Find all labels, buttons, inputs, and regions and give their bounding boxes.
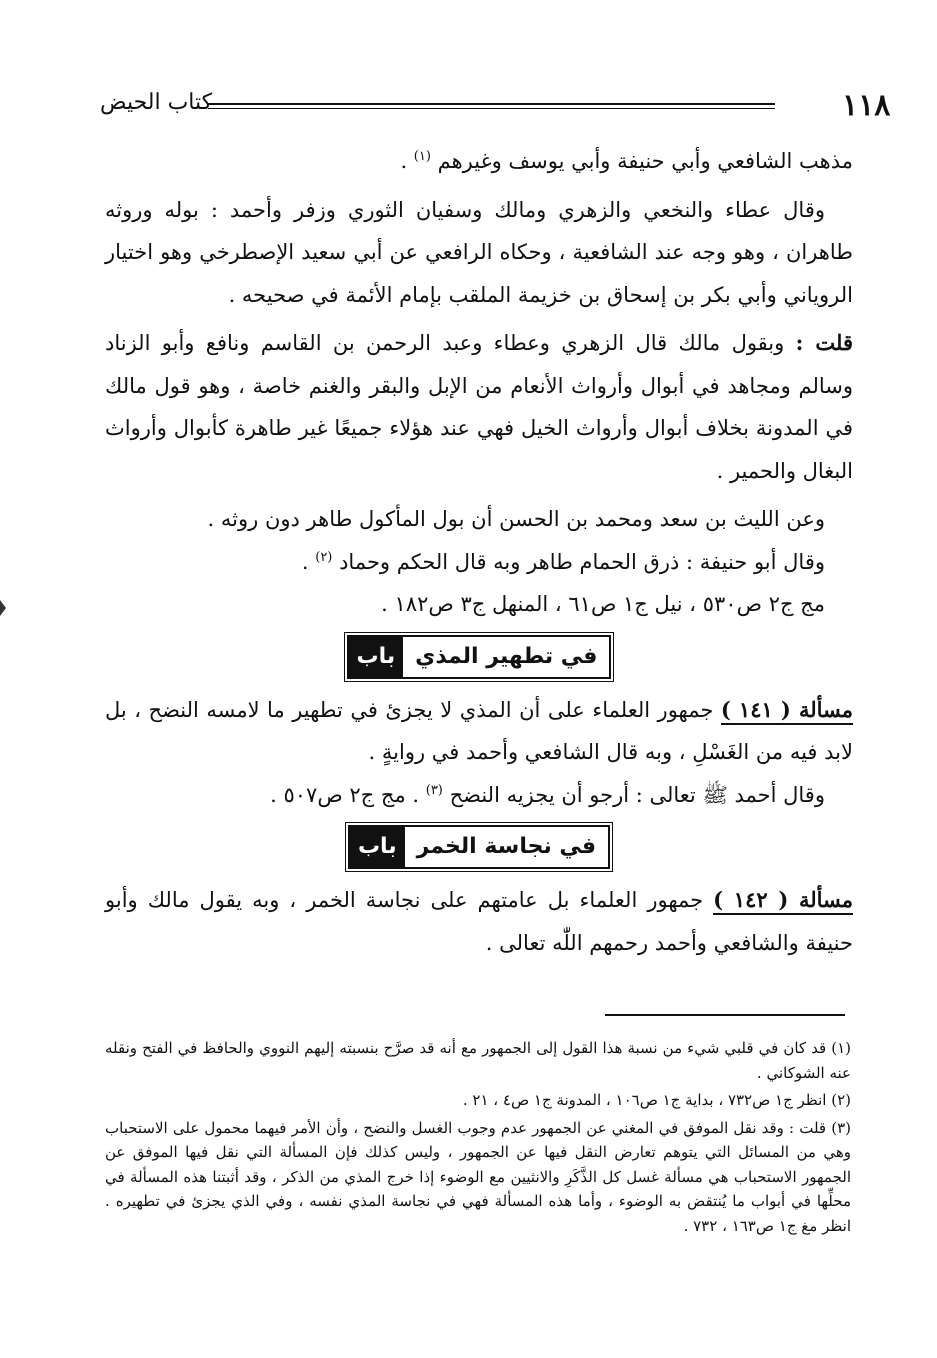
issue-paragraph xyxy=(105,879,853,964)
main-text xyxy=(105,140,853,964)
chapter-title: في نجاسة الخمر xyxy=(416,834,597,859)
paragraph-text: جمهور العلماء على أن المذي لا يجزئ في تطهير ما لامسه النضح ، بل لابد فيه من الغَسْلِ ، وبه قال الشافعي وأحمد في روايةٍ . xyxy=(105,697,853,764)
footnote-separator xyxy=(605,1014,845,1016)
footnote: (٣) قلت : وقد نقل الموفق في المغني عن الجمهور عدم وجوب الغسل والنضح ، وأن الأمر فيهما محمول على الاستحباب وهي من المسائل التي يتوهم تعارض النقل فيها عن الجمهور ، وليس كذلك فإن المسألة التي نقل فيها الموفق عن الجمهور الاستحباب هي مسألة غسل كل الذَّكَرِ والانثيين مع الوضوء إذا خرج المذي من الذكر ، وقد أثبتنا هذه المسألة في محلِّها في أبواب ما يُنتقض به الوضوء ، وأما هذه المسألة فهي في نجاسة المذي نفسه ، وفي الذي يجزئ في تطهيره . انظر مغ ج١ ص١٦٣ ، ٧٣٢ . xyxy=(105,1118,851,1235)
qultu-label: قلت : xyxy=(795,330,853,355)
book-title: كتاب الحيض xyxy=(100,90,213,115)
paragraph: وقال عطاء والنخعي والزهري ومالك وسفيان الثوري وزفر وأحمد : بوله وروثه طاهران ، وهو وجه عند الشافعية ، وحكاه الرافعي عن أبي سعيد الإصطرخي وهو اختيار الروياني وأبي بكر بن إسحاق بن خزيمة الملقب بإمام الأئمة في صحيحه . xyxy=(105,197,853,307)
paragraph xyxy=(105,322,853,492)
paragraph: وعن الليث بن سعد ومحمد بن الحسن أن بول المأكول طاهر دون روثه . xyxy=(207,507,825,531)
paragraph-text: وقال أحمد ﷺ تعالى : أرجو أن يجزيه النضح xyxy=(449,782,825,807)
footnote: (٢) انظر ج١ ص٧٣٢ ، بداية ج١ ص١٠٦ ، المدونة ج١ ص٤ ، ٢١ . xyxy=(462,1091,851,1109)
paragraph-text: مذهب الشافعي وأبي حنيفة وأبي يوسف وغيرهم xyxy=(437,149,853,173)
paragraph: مج ج٢ ص٥٣٠ ، نيل ج١ ص٦١ ، المنهل ج٣ ص١٨٢ . xyxy=(381,592,825,616)
paragraph-text: وقال أبو حنيفة : ذرق الحمام طاهر وبه قال الحكم وحماد xyxy=(339,549,825,574)
paragraph xyxy=(105,541,853,584)
issue-label: مسألة ( ١٤١ ) xyxy=(721,697,853,725)
chapter-heading xyxy=(105,635,853,679)
issue-label: مسألة ( ١٤٢ ) xyxy=(713,887,853,915)
paragraph xyxy=(105,140,853,183)
footnote-ref[interactable]: (١) xyxy=(413,149,431,164)
footnote-ref[interactable]: (٣) xyxy=(425,782,443,798)
paragraph-text: وبقول مالك قال الزهري وعطاء وعبد الرحمن بن القاسم ونافع وأبو الزناد وسالم ومجاهد في أبوال وأرواث الأنعام من الإبل والبقر والغنم خاصة ، وهو قول مالك في المدونة بخلاف أبوال وأرواث الخيل فهي عند هؤلاء جميعًا غير طاهرة كأبوال وأرواث البغال والحمير . xyxy=(105,331,853,483)
bab-label: باب xyxy=(349,637,404,677)
footnote-ref[interactable]: (٢) xyxy=(315,549,333,565)
footnotes xyxy=(105,1036,851,1241)
page-header xyxy=(100,88,891,124)
paragraph xyxy=(105,774,853,817)
chapter-heading-box xyxy=(348,825,610,869)
paragraph-end: . xyxy=(301,549,316,574)
issue-paragraph xyxy=(105,689,853,774)
scan-edge-mark xyxy=(0,600,6,616)
bab-label: باب xyxy=(350,827,405,867)
paragraph-end: . مج ج٢ ص٥٠٧ . xyxy=(270,782,426,807)
paragraph-text: جمهور العلماء بل عامتهم على نجاسة الخمر ، وبه يقول مالك وأبو حنيفة والشافعي وأحمد رحمهم اللّٰه تعالى . xyxy=(105,888,853,955)
chapter-heading-box xyxy=(347,635,612,679)
chapter-heading xyxy=(105,825,853,869)
page-number: ١١٨ xyxy=(842,88,891,123)
header-rule xyxy=(208,103,775,109)
paragraph-end: . xyxy=(400,149,414,173)
footnote: (١) قد كان في قلبي شيء من نسبة هذا القول إلى الجمهور مع أنه قد صرَّح بنسبته إليهم النووي والحافظ في الفتح ونقله عنه الشوكاني . xyxy=(105,1039,851,1082)
chapter-title: في تطهير المذي xyxy=(415,643,598,669)
